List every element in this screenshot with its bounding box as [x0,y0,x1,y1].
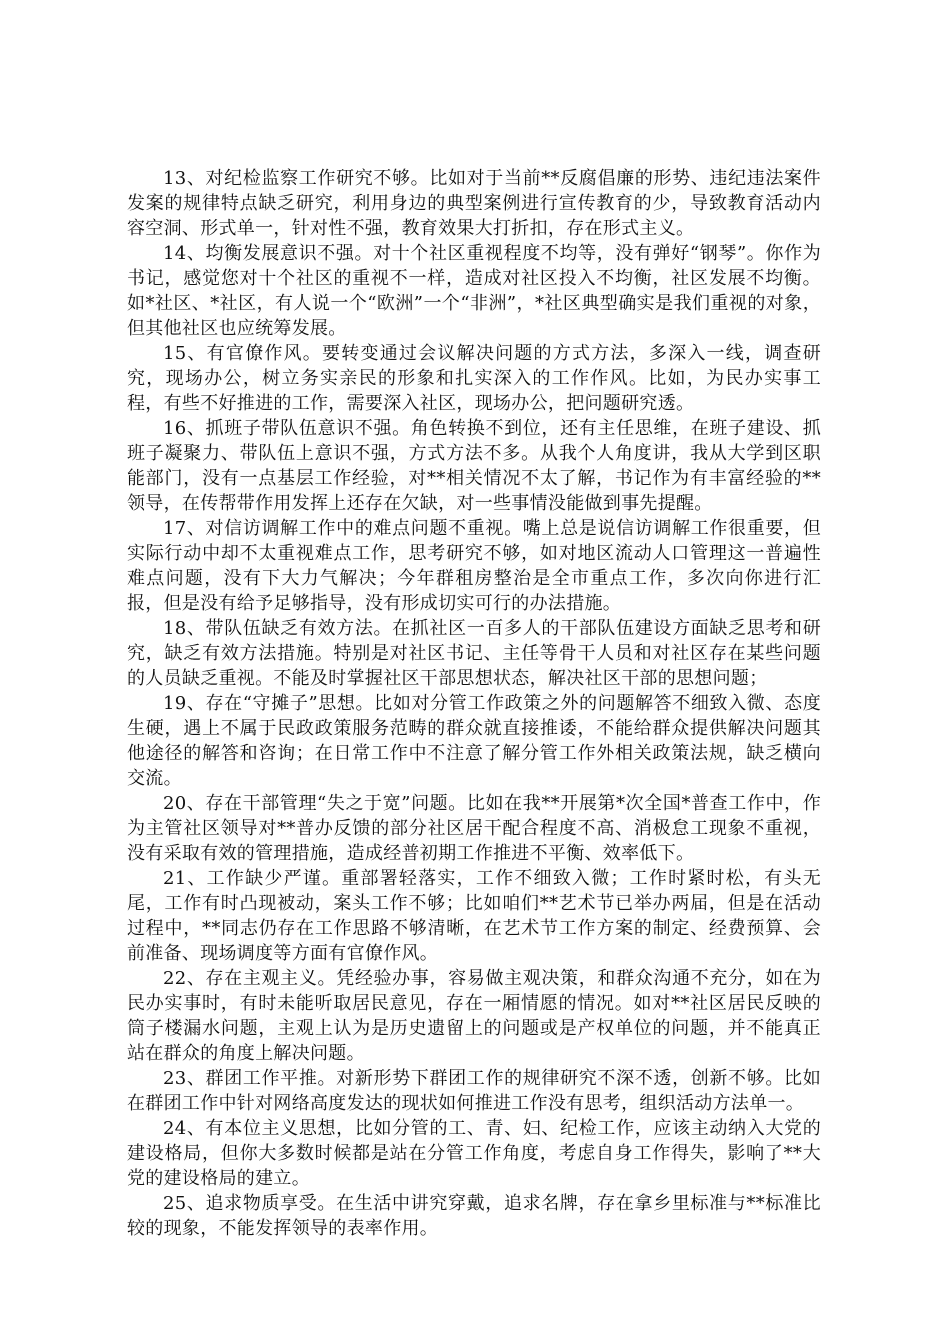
paragraph-19: 19、存在“守摊子”思想。比如对分管工作政策之外的问题解答不细致入微、态度生硬，遇上不属于民政政策服务范畴的群众就直接推诿，不能给群众提供解决问题其他途径的解答和咨询；在日常工作中不注意了解分管工作外相关政策法规，缺乏横向交流。 [127,693,821,789]
document-body [127,166,821,1241]
paragraph-21: 21、工作缺少严谨。重部署轻落实，工作不细致入微；工作时紧时松，有头无尾，工作有时凸现被动，案头工作不够；比如咱们**艺术节已举办两届，但是在活动过程中，**同志仍存在工作思路不够清晰，在艺术节工作方案的制定、经费预算、会前准备、现场调度等方面有官僚作风。 [127,868,821,964]
paragraph-17: 17、对信访调解工作中的难点问题不重视。嘴上总是说信访调解工作很重要，但实际行动中却不太重视难点工作，思考研究不够，如对地区流动人口管理这一普遍性难点问题，没有下大力气解决；今年群租房整治是全市重点工作，多次向你进行汇报，但是没有给予足够指导，没有形成切实可行的办法措施。 [127,518,821,614]
paragraph-22: 22、存在主观主义。凭经验办事，容易做主观决策，和群众沟通不充分，如在为民办实事时，有时未能听取居民意见，存在一厢情愿的情况。如对**社区居民反映的筒子楼漏水问题，主观上认为是历史遗留上的问题或是产权单位的问题，并不能真正站在群众的角度上解决问题。 [127,968,821,1064]
paragraph-16: 16、抓班子带队伍意识不强。角色转换不到位，还有主任思维，在班子建设、抓班子凝聚力、带队伍上意识不强，方式方法不多。从我个人角度讲，我从大学到区职能部门，没有一点基层工作经验，对**相关情况不太了解，书记作为有丰富经验的**领导，在传帮带作用发挥上还存在欠缺，对一些事情没能做到事先提醒。 [127,418,821,514]
paragraph-15: 15、有官僚作风。要转变通过会议解决问题的方式方法，多深入一线，调查研究，现场办公，树立务实亲民的形象和扎实深入的工作作风。比如，为民办实事工程，有些不好推进的工作，需要深入社区，现场办公，把问题研究透。 [127,343,821,414]
paragraph-18: 18、带队伍缺乏有效方法。在抓社区一百多人的干部队伍建设方面缺乏思考和研究，缺乏有效方法措施。特别是对社区书记、主任等骨干人员和对社区存在某些问题的人员缺乏重视。不能及时掌握社区干部思想状态，解决社区干部的思想问题； [127,618,821,689]
paragraph-20: 20、存在干部管理“失之于宽”问题。比如在我**开展第*次全国*普查工作中，作为主管社区领导对**普办反馈的部分社区居干配合程度不高、消极怠工现象不重视，没有采取有效的管理措施，造成经普初期工作推进不平衡、效率低下。 [127,793,821,864]
paragraph-25: 25、追求物质享受。在生活中讲究穿戴，追求名牌，存在拿乡里标准与**标准比较的现象，不能发挥领导的表率作用。 [127,1193,821,1239]
paragraph-23: 23、群团工作平推。对新形势下群团工作的规律研究不深不透，创新不够。比如在群团工作中针对网络高度发达的现状如何推进工作没有思考，组织活动方法单一。 [127,1068,821,1114]
paragraph-14: 14、均衡发展意识不强。对十个社区重视程度不均等，没有弹好“钢琴”。你作为书记，感觉您对十个社区的重视不一样，造成对社区投入不均衡，社区发展不均衡。如*社区、*社区，有人说一个“欧洲”一个“非洲”，*社区典型确实是我们重视的对象，但其他社区也应统筹发展。 [127,243,821,339]
paragraph-24: 24、有本位主义思想，比如分管的工、青、妇、纪检工作，应该主动纳入大党的建设格局，但你大多数时候都是站在分管工作角度，考虑自身工作得失，影响了**大党的建设格局的建立。 [127,1118,821,1189]
paragraph-13: 13、对纪检监察工作研究不够。比如对于当前**反腐倡廉的形势、违纪违法案件发案的规律特点缺乏研究，利用身边的典型案例进行宣传教育的少，导致教育活动内容空洞、形式单一，针对性不强，教育效果大打折扣，存在形式主义。 [127,168,821,239]
